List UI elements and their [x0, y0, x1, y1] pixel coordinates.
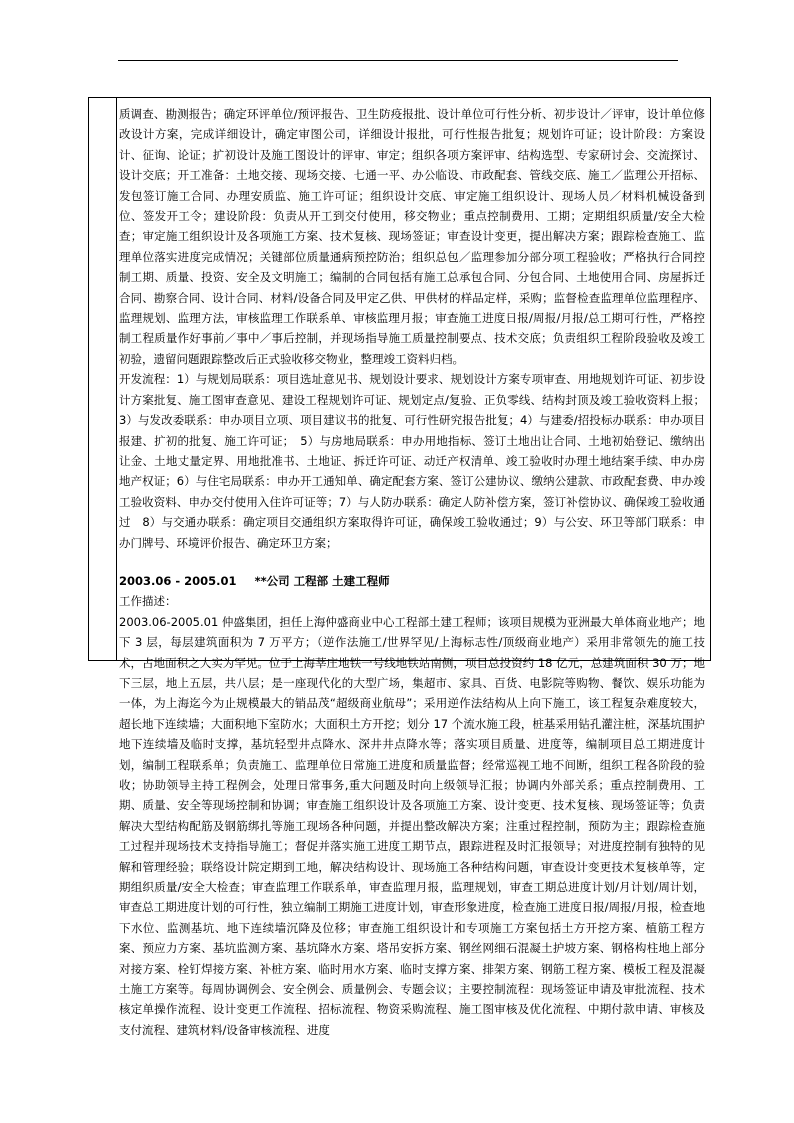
job-period: 2003.06 - 2005.01	[119, 573, 237, 588]
job-description-label: 工作描述：	[119, 594, 177, 609]
job-department: 工程部	[293, 573, 329, 588]
job-header	[119, 571, 705, 591]
header-rule	[118, 60, 678, 61]
resume-table	[88, 97, 711, 1037]
job-company: **公司	[254, 573, 290, 588]
development-process-paragraph: 开发流程：1）与规划局联系：项目选址意见书、规划设计要求、规划设计方案专项审查、用地规划许可证、初步设计方案批复、施工图审查意见、建设工程规划许可证、规划定点/复验、正负零线、结构封顶及竣工验收资料上报；3）与发改委联系：申办项目立项、项目建议书的批复、可行性研究报告批复；4）与建委/招投标办联系：申办项目报建、扩初的批复、施工许可证； 5）与房地局联系：申办用地指标、签订土地出让合同、土地初始登记、缴纳出让金、土地丈量定界、用地批准书、土地证、拆迁许可证、动迁产权清单、竣工验收时办理土地结案手续、申办房地产权证；6）与住宅局联系：申办开工通知单、确定配套方案、签订公建协议、缴纳公建款、市政配套费、申办竣工验收资料、申办交付使用入住许可证等；7）与人防办联系：确定人防补偿方案，签订补偿协议、确保竣工验收通过 8）与交通办联系：确定项目交通组织方案取得许可证，确保竣工验收通过；9）与公安、环卫等部门联系：申办门牌号、环境评价报告、确定环卫方案；	[119, 372, 705, 550]
section-spacer	[119, 553, 705, 571]
table-left-column	[89, 98, 117, 660]
job-description: 2003.06-2005.01 仲盛集团，担任上海仲盛商业中心工程部土建工程师；该项目规模为亚洲最大单体商业地产；地下 3 层，每层建筑面积为 7 万平方；（逆作法施工/世界罕见/上海标志性/顶级商业地产）采用非常领先的施工技术，占地面积之大实为罕见。位于上海莘庄地铁一号线地铁站南侧，项目总投资约 18 亿元，总建筑面积 30 万；地下三层，地上五层，共八层；是一座现代化的大型广场，集超市、家具、百货、电影院等购物、餐饮、娱乐功能为一体，为上海迄今为止规模最大的销品茂“超级商业航母”；采用逆作法结构从上向下施工，该工程复杂难度较大，超长地下连续墙；大面积地下室防水；大面积土方开挖；划分 17 个流水施工段，桩基采用钻孔灌注桩，深基坑围护地下连续墙及临时支撑，基坑轻型井点降水、深井井点降水等；落实项目质量、进度等，编制项目总工期进度计划，编制工程联系单；负责施工、监理单位日常施工进度和质量监督；经常巡视工地不间断，组织工程各阶段的验收；协助领导主持工程例会，处理日常事务,重大问题及时向上级领导汇报；协调内外部关系；重点控制费用、工期、质量、安全等现场控制和协调；审查施工组织设计及各项施工方案、设计变更、技术复核、现场签证等；负责解决大型结构配筋及钢筋绑扎等施工现场各种问题，并提出整改解决方案；注重过程控制，预防为主；跟踪检查施工过程并现场技术支持指导施工；督促并落实施工进度工期节点，跟踪进程及时汇报领导；对进度控制有独特的见解和管理经验；联络设计院定期到工地，解决结构设计、现场施工各种结构问题，审查设计变更技术复核单等，定期组织质量/安全大检查；审查监理工作联系单，审查监理月报，监理规划，审查工期总进度计划/月计划/周计划，审查总工期进度计划的可行性，独立编制工期施工进度计划，审查形象进度，检查施工进度日报/周报/月报，检查地下水位、监测基坑、地下连续墙沉降及位移；审查施工组织设计和专项施工方案包括土方开挖方案、植筋工程方案、预应力方案、基坑监测方案、基坑降水方案、塔吊安拆方案、钢丝网细石混凝土护坡方案、钢格构柱地上部分对接方案、栓钉焊接方案、补桩方案、临时用水方案、临时支撑方案、排架方案、钢筋工程方案、模板工程及混凝土施工方案等。每周协调例会、安全例会、质量例会、专题会议；主要控制流程：现场签证申请及审批流程、技术核定单操作流程、设计变更工作流程、招标流程、物资采购流程、施工图审核及优化流程、中期付款申请、审核及支付流程、建筑材料/设备审核流程、进度	[119, 614, 705, 1037]
job-title: 土建工程师	[332, 573, 390, 588]
content-cell	[119, 104, 705, 1040]
responsibilities-paragraph: 质调查、勘测报告；确定环评单位/预评报告、卫生防疫报批、设计单位可行性分析、初步设计／评审，设计单位修改设计方案，完成详细设计，确定审图公司，详细设计报批，可行性报告批复；规划许可证；设计阶段：方案设计、征询、论证；扩初设计及施工图设计的评审、审定；组织各项方案评审、结构选型、专家研讨会、交流探讨、设计交底；开工准备：土地交接、现场交接、七通一平、办公临设、市政配套、管线交底、施工／监理公开招标、发包签订施工合同、办理安质监、施工许可证；组织设计交底、审定施工组织设计、现场人员／材料机械设备到位、签发开工令；建设阶段：负责从开工到交付使用，移交物业；重点控制费用、工期；定期组织质量/安全大检查；审定施工组织设计及各项施工方案、技术复核、现场签证；审查设计变更，提出解决方案；跟踪检查施工、监理单位落实进度完成情况；关键部位质量通病预控防治；组织总包／监理参加分部分项工程验收；严格执行合同控制工期、质量、投资、安全及文明施工；编制的合同包括有施工总承包合同、分包合同、土地使用合同、房屋拆迁合同、勘察合同、设计合同、材料/设备合同及甲定乙供、甲供材的样品定样，采购；监督检查监理单位监理程序、监理规划、监理方法，审核监理工作联系单、审核监理月报；审查施工进度日报/周报/月报/总工期可行性，严格控制工程质量作好事前／事中／事后控制，并现场指导施工质量控制要点、技术交底；负责组织工程阶段验收及竣工初验，遗留问题跟踪整改后正式验收移交物业，整理竣工资料归档。	[119, 107, 705, 366]
